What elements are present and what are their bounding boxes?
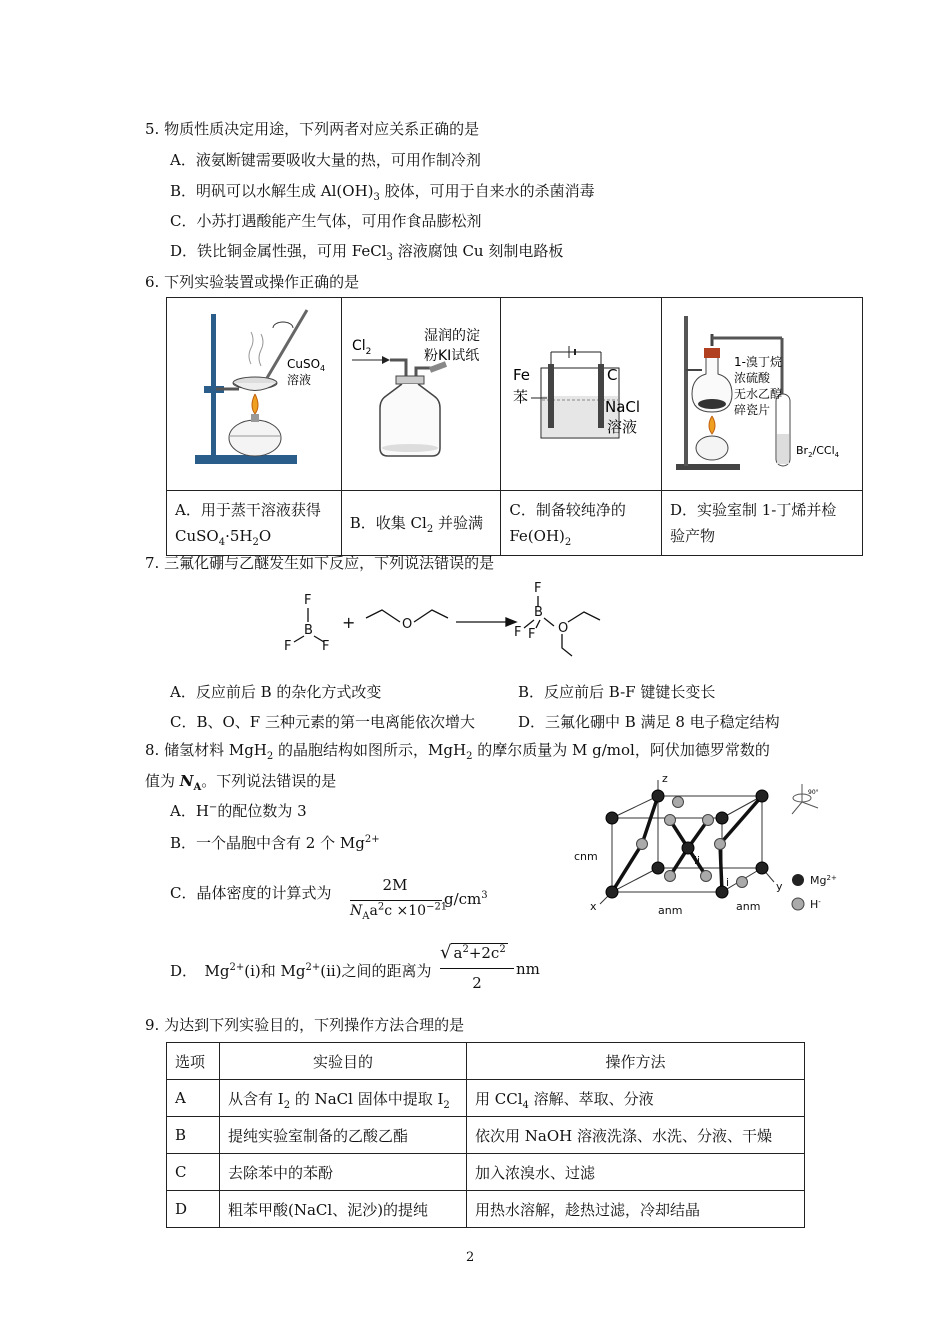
q9-header-method: 操作方法: [467, 1043, 805, 1080]
fig-d-label-br2-ccl4: $Br_2/CCl_4$: [795, 444, 840, 459]
page-number: 2: [466, 1250, 475, 1265]
fig-d-label-sulfuric-acid: 浓硫酸: [733, 371, 770, 385]
q9-row-d-goal: 粗苯甲酸(NaCl、泥沙)的提纯: [220, 1191, 467, 1228]
table-row: [167, 1154, 805, 1191]
fig-c-label-c: C: [607, 366, 618, 384]
q8-option-c-prefix: C．晶体密度的计算式为: [170, 884, 332, 902]
bf3-b: B: [304, 623, 313, 638]
q8-option-a: A．H−的配位数为 3: [170, 802, 307, 820]
q5-stem: 5. 物质性质决定用途，下列两者对应关系正确的是: [145, 120, 480, 138]
q8-stem-line-2: 值为 $N_A$。下列说法错误的是: [145, 772, 337, 793]
dim-c-label: cnm: [574, 850, 598, 863]
atom-ii-label: ii: [694, 854, 701, 867]
q9-row-a-option: A: [167, 1080, 220, 1117]
q6-caption-c: C．制备较纯净的 $Fe(OH)_2$: [501, 491, 662, 556]
q9-row-a-method: 用 CCl$_4$ 溶解、萃取、分液: [467, 1080, 805, 1117]
q8-option-d-unit: nm: [516, 960, 540, 978]
q6-figure-d: [661, 298, 862, 491]
axis-y-label: y: [776, 880, 783, 893]
q7-option-a: A．反应前后 B 的杂化方式改变: [170, 683, 382, 701]
q5-option-b: B．明矾可以水解生成 $Al(OH)_3$ 胶体，可用于自来水的杀菌消毒: [170, 182, 595, 203]
fig-b-label-cl2: $Cl_2$: [351, 338, 372, 357]
q9-row-c-option: C: [167, 1154, 220, 1191]
q7-stem: 7. 三氟化硼与乙醚发生如下反应，下列说法错误的是: [145, 554, 495, 572]
q8-crystal-cell-figure: [570, 772, 850, 922]
q5-option-a: A．液氨断键需要吸收大量的热，可用作制冷剂: [170, 151, 481, 169]
fig-d-label-porcelain: 碎瓷片: [733, 403, 770, 417]
fig-b-label-paper-1: 湿润的淀: [423, 328, 480, 344]
fig-a-label-solution: 溶液: [287, 373, 312, 387]
adduct-b: B: [534, 605, 543, 620]
fig-d-label-bromobutane: 1-溴丁烷: [733, 355, 782, 369]
bf3-f-left: F: [284, 639, 292, 654]
q9-row-b-method: 依次用 NaOH 溶液洗涤、水洗、分液、干燥: [467, 1117, 805, 1154]
q9-row-b-goal: 提纯实验室制备的乙酸乙酯: [220, 1117, 467, 1154]
q9-row-d-method: 用热水溶解，趁热过滤，冷却结晶: [467, 1191, 805, 1228]
axis-x-label: x: [590, 900, 597, 913]
ether-o: O: [402, 617, 413, 632]
q6-stem: 6. 下列实验装置或操作正确的是: [145, 273, 360, 291]
q6-caption-a: A．用于蒸干溶液获得 $CuSO_4\cdot 5H_2O$: [167, 491, 342, 556]
legend-mg: $Mg^{2+}$: [810, 874, 837, 887]
q9-stem: 9. 为达到下列实验目的，下列操作方法合理的是: [145, 1016, 465, 1034]
fig-c-label-benzene: 苯: [513, 388, 529, 406]
table-row: [167, 1080, 805, 1117]
q6-figure-c: [501, 298, 662, 491]
fig-c-label-fe: Fe: [513, 366, 531, 384]
q9-header-option: 选项: [167, 1043, 220, 1080]
fig-b-label-paper-2: 粉KI试纸: [423, 348, 480, 364]
q8-option-c-numerator: 2M: [382, 876, 408, 894]
adduct-f-left: F: [514, 625, 522, 640]
q8-option-b: B．一个晶胞中含有 2 个 $Mg^{2+}$: [170, 834, 380, 852]
q7-option-d: D．三氟化硼中 B 满足 8 电子稳定结构: [518, 713, 780, 731]
q6-apparatus-table: [166, 297, 863, 556]
fig-c-label-nacl: NaCl: [605, 398, 641, 416]
q7-option-c: C．B、O、F 三种元素的第一电离能依次增大: [170, 713, 475, 731]
legend-h: H-: [810, 898, 821, 911]
q9-row-a-goal: 从含有 $I_2$ 的 NaCl 固体中提取 $I_2$: [220, 1080, 467, 1117]
q9-row-c-method: 加入浓溴水、过滤: [467, 1154, 805, 1191]
q9-header-goal: 实验目的: [220, 1043, 467, 1080]
fig-a-label-cuso4: CuSO$_4$: [287, 357, 326, 373]
dim-a-label: anm: [658, 904, 683, 917]
q8-stem-line-1: 8. 储氢材料 MgH$_2$ 的晶胞结构如图所示，MgH$_2$ 的摩尔质量为 M g/mol，阿伏加德罗常数的: [145, 741, 770, 762]
fig-c-label-solution: 溶液: [607, 418, 638, 436]
q9-row-d-option: D: [167, 1191, 220, 1228]
q9-row-b-option: B: [167, 1117, 220, 1154]
q6-caption-b: B．收集 $Cl_2$ 并验满: [341, 491, 501, 556]
q7-reaction-scheme: [270, 576, 630, 668]
adduct-o: O: [558, 621, 569, 636]
q7-option-b: B．反应前后 B-F 键键长变长: [518, 683, 716, 701]
atom-i-label: i: [726, 876, 730, 889]
q6-figure-a: [167, 298, 342, 491]
adduct-f-top: F: [534, 581, 542, 596]
q8-option-d-denominator: 2: [472, 974, 482, 992]
q8-option-c-unit: $g/cm^3$: [444, 890, 488, 908]
q6-figure-b: [341, 298, 501, 491]
q5-option-d: D．铁比铜金属性强，可用 FeCl$_3$ 溶液腐蚀 Cu 刻制电路板: [170, 242, 564, 263]
q8-option-c-denominator: $N_Aa^2c \times 10^{-21}$: [350, 901, 448, 922]
table-row: [167, 1191, 805, 1228]
angle-label: 90°: [808, 789, 819, 796]
q9-row-c-goal: 去除苯中的苯酚: [220, 1154, 467, 1191]
q9-table: [166, 1042, 805, 1228]
q8-option-d-numerator: √ $a^2+2c^2$: [440, 942, 506, 963]
axis-z-label: z: [662, 772, 668, 785]
dim-a-label-2: anm: [736, 900, 761, 913]
adduct-f-right: F: [528, 627, 536, 642]
q6-caption-d: D．实验室制 1-丁烯并检 验产物: [661, 491, 862, 556]
q8-option-d-prefix: D． $Mg^{2+}(i)$和 $Mg^{2+}(ii)$之间的距离为: [170, 962, 432, 980]
bf3-f-right: F: [322, 639, 330, 654]
bf3-f-top: F: [304, 593, 312, 608]
table-row: [167, 1117, 805, 1154]
fig-d-label-ethanol: 无水乙醇: [733, 387, 782, 401]
plus-sign: +: [342, 613, 356, 632]
q5-option-c: C．小苏打遇酸能产生气体，可用作食品膨松剂: [170, 212, 482, 230]
q9-header-row: [167, 1043, 805, 1080]
